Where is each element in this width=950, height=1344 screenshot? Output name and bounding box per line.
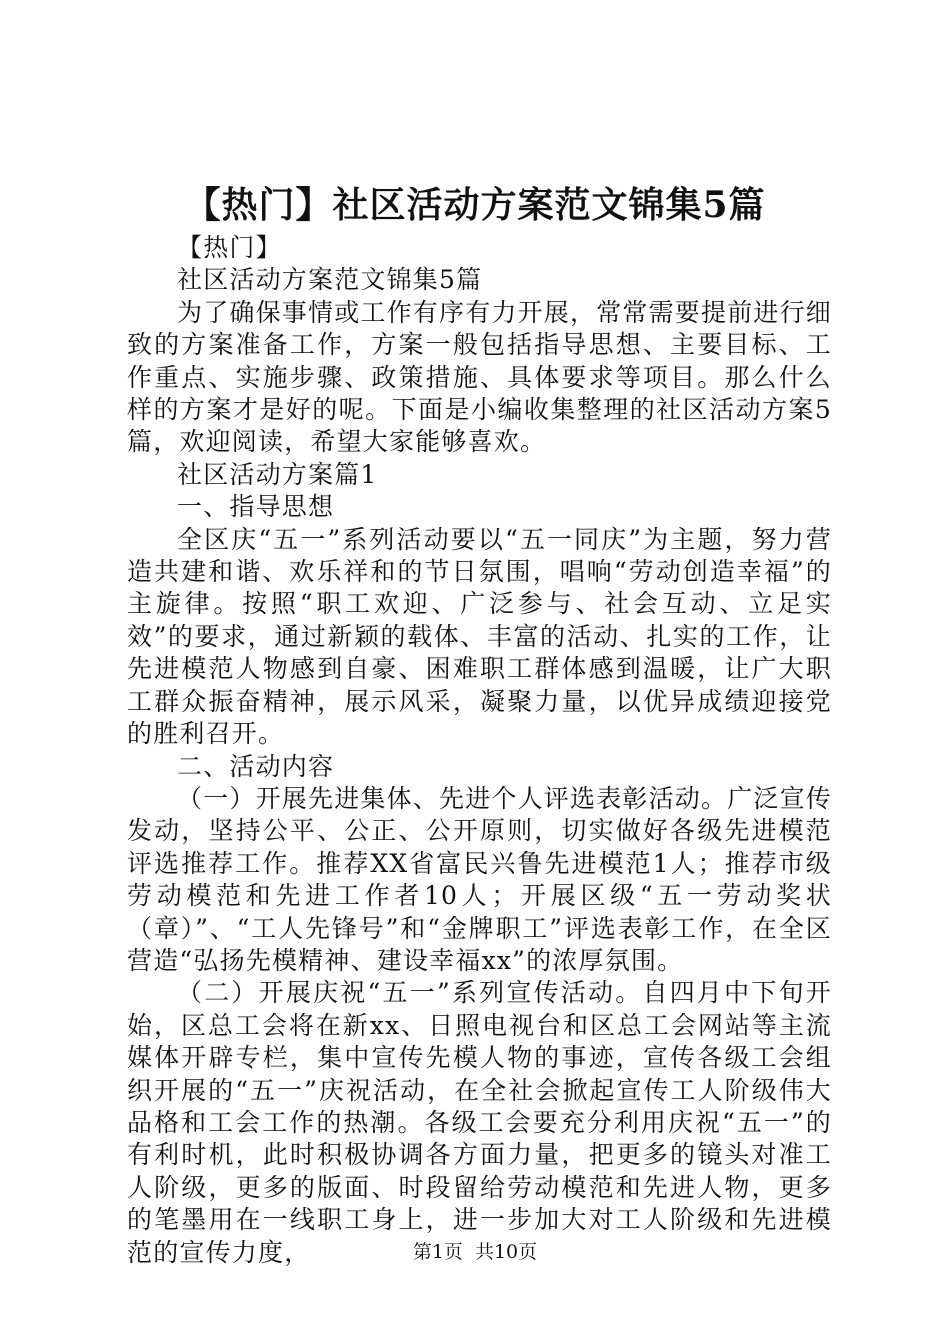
paragraph-activity-2: （二）开展庆祝“五一”系列宣传活动。自四月中下旬开始，区总工会将在新xx、日照电视台和区总工会网站等主流媒体开辟专栏，集中宣传先模人物的事迹，宣传各级工会组织开展的“五一”庆祝活动，在全社会掀起宣传工人阶级伟大品格和工会工作的热潮。各级工会要充分利用庆祝“五一”的有利时机，此时积极协调各方面力量，把更多的镜头对准工人阶级，更多的版面、时段留给劳动模范和先进人物，更多的笔墨用在一线职工身上，进一步加大对工人阶级和先进模范的宣传力度，	[127, 978, 832, 1267]
page-footer	[0, 1240, 950, 1264]
page-title: 【热门】社区活动方案范文锦集5篇	[184, 184, 766, 226]
document-body	[127, 232, 832, 1269]
paragraph-subtitle: 社区活动方案范文锦集5篇	[177, 265, 483, 295]
section-heading-guiding-thought: 一、指导思想	[177, 492, 335, 522]
paragraph-intro: 为了确保事情或工作有序有力开展，常常需要提前进行细致的方案准备工作，方案一般包括指导思想、主要目标、工作重点、实施步骤、政策措施、具体要求等项目。那么什么样的方案才是好的呢。下面是小编收集整理的社区活动方案5篇，欢迎阅读，希望大家能够喜欢。	[127, 297, 833, 457]
section-heading-activity-content: 二、活动内容	[177, 751, 335, 781]
page-total: 共10页	[474, 1241, 538, 1263]
paragraph-tag: 【热门】	[177, 233, 282, 262]
page-number: 第1页	[412, 1241, 463, 1263]
paragraph-guiding-thought: 全区庆“五一”系列活动要以“五一同庆”为主题，努力营造共建和谐、欢乐祥和的节日氛围，唱响“劳动创造幸福”的主旋律。按照“职工欢迎、广泛参与、社会互动、立足实效”的要求，通过新颖的载体、丰富的活动、扎实的工作，让先进模范人物感到自豪、困难职工群体感到温暖，让广大职工群众振奋精神，展示风采，凝聚力量，以优异成绩迎接党的胜利召开。	[127, 524, 832, 749]
paragraph-activity-1: （一）开展先进集体、先进个人评选表彰活动。广泛宣传发动，坚持公平、公正、公开原则，切实做好各级先进模范评选推荐工作。推荐XX省富民兴鲁先进模范1人；推荐市级劳动模范和先进工作者10人；开展区级“五一劳动奖状（章）”、“工人先锋号”和“金牌职工”评选表彰工作，在全区营造“弘扬先模精神、建设幸福xx”的浓厚氛围。	[127, 783, 833, 975]
section-heading-plan-1: 社区活动方案篇1	[177, 459, 378, 489]
